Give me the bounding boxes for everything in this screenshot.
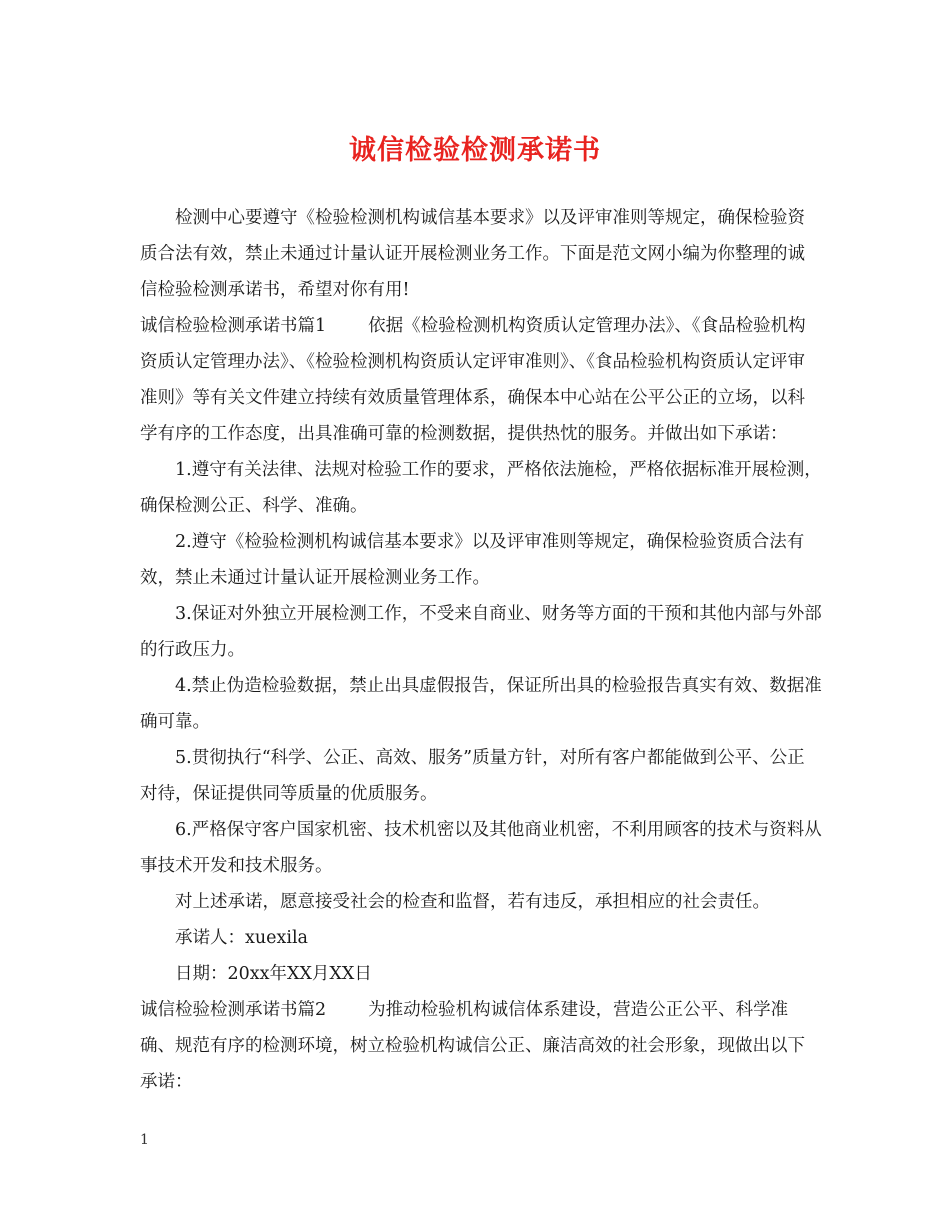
document-title: 诚信检验检测承诺书 [349, 135, 601, 166]
date-line: 日期：20xx年XX月XX日 [175, 964, 372, 984]
commitment-item-5: 5.贯彻执行“科学、公正、高效、服务”质量方针，对所有客户都能做到公平、公正对待，保证提供同等质量的优质服务。 [140, 748, 805, 804]
section-1-text: 依据《检验检测机构资质认定管理办法》、《食品检验机构资质认定管理办法》、《检验检测机构资质认定评审准则》、《食品检验机构资质认定评审准则》等有关文件建立持续有效质量管理体系，确保本中心站在公平公正的立场，以科学有序的工作态度，出具准确可靠的检测数据，提供热忱的服务。并做出如下承诺： [140, 316, 806, 444]
commitment-item-4: 4.禁止伪造检验数据，禁止出具虚假报告，保证所出具的检验报告真实有效、数据准确可靠。 [140, 676, 822, 732]
page-number: 1 [140, 1132, 149, 1148]
document-body [140, 200, 822, 1100]
commitment-item-3: 3.保证对外独立开展检测工作，不受来自商业、财务等方面的干预和其他内部与外部的行政压力。 [140, 604, 822, 660]
section-1-paragraph [140, 308, 822, 452]
section-2-heading: 诚信检验检测承诺书篇2 [140, 1000, 327, 1020]
commitment-item-1: 1.遵守有关法律、法规对检验工作的要求，严格依法施检，严格依据标准开展检测，确保检测公正、科学、准确。 [140, 460, 822, 516]
section-2-text: 为推动检验机构诚信体系建设，营造公正公平、科学准确、规范有序的检测环境，树立检验机构诚信公正、廉洁高效的社会形象，现做出以下承诺： [140, 1000, 805, 1092]
commitment-item-2: 2.遵守《检验检测机构诚信基本要求》以及评审准则等规定，确保检验资质合法有效，禁止未通过计量认证开展检测业务工作。 [140, 532, 805, 588]
intro-paragraph: 检测中心要遵守《检验检测机构诚信基本要求》以及评审准则等规定，确保检验资质合法有效，禁止未通过计量认证开展检测业务工作。下面是范文网小编为你整理的诚信检验检测承诺书，希望对你有用! [140, 208, 805, 300]
closing-statement: 对上述承诺，愿意接受社会的检查和监督，若有违反，承担相应的社会责任。 [175, 892, 770, 912]
commitment-item-6: 6.严格保守客户国家机密、技术机密以及其他商业机密，不利用顾客的技术与资料从事技术开发和技术服务。 [140, 820, 822, 876]
signer-line: 承诺人：xuexila [175, 928, 308, 948]
section-2-paragraph [140, 992, 822, 1100]
section-1-heading: 诚信检验检测承诺书篇1 [140, 316, 327, 336]
